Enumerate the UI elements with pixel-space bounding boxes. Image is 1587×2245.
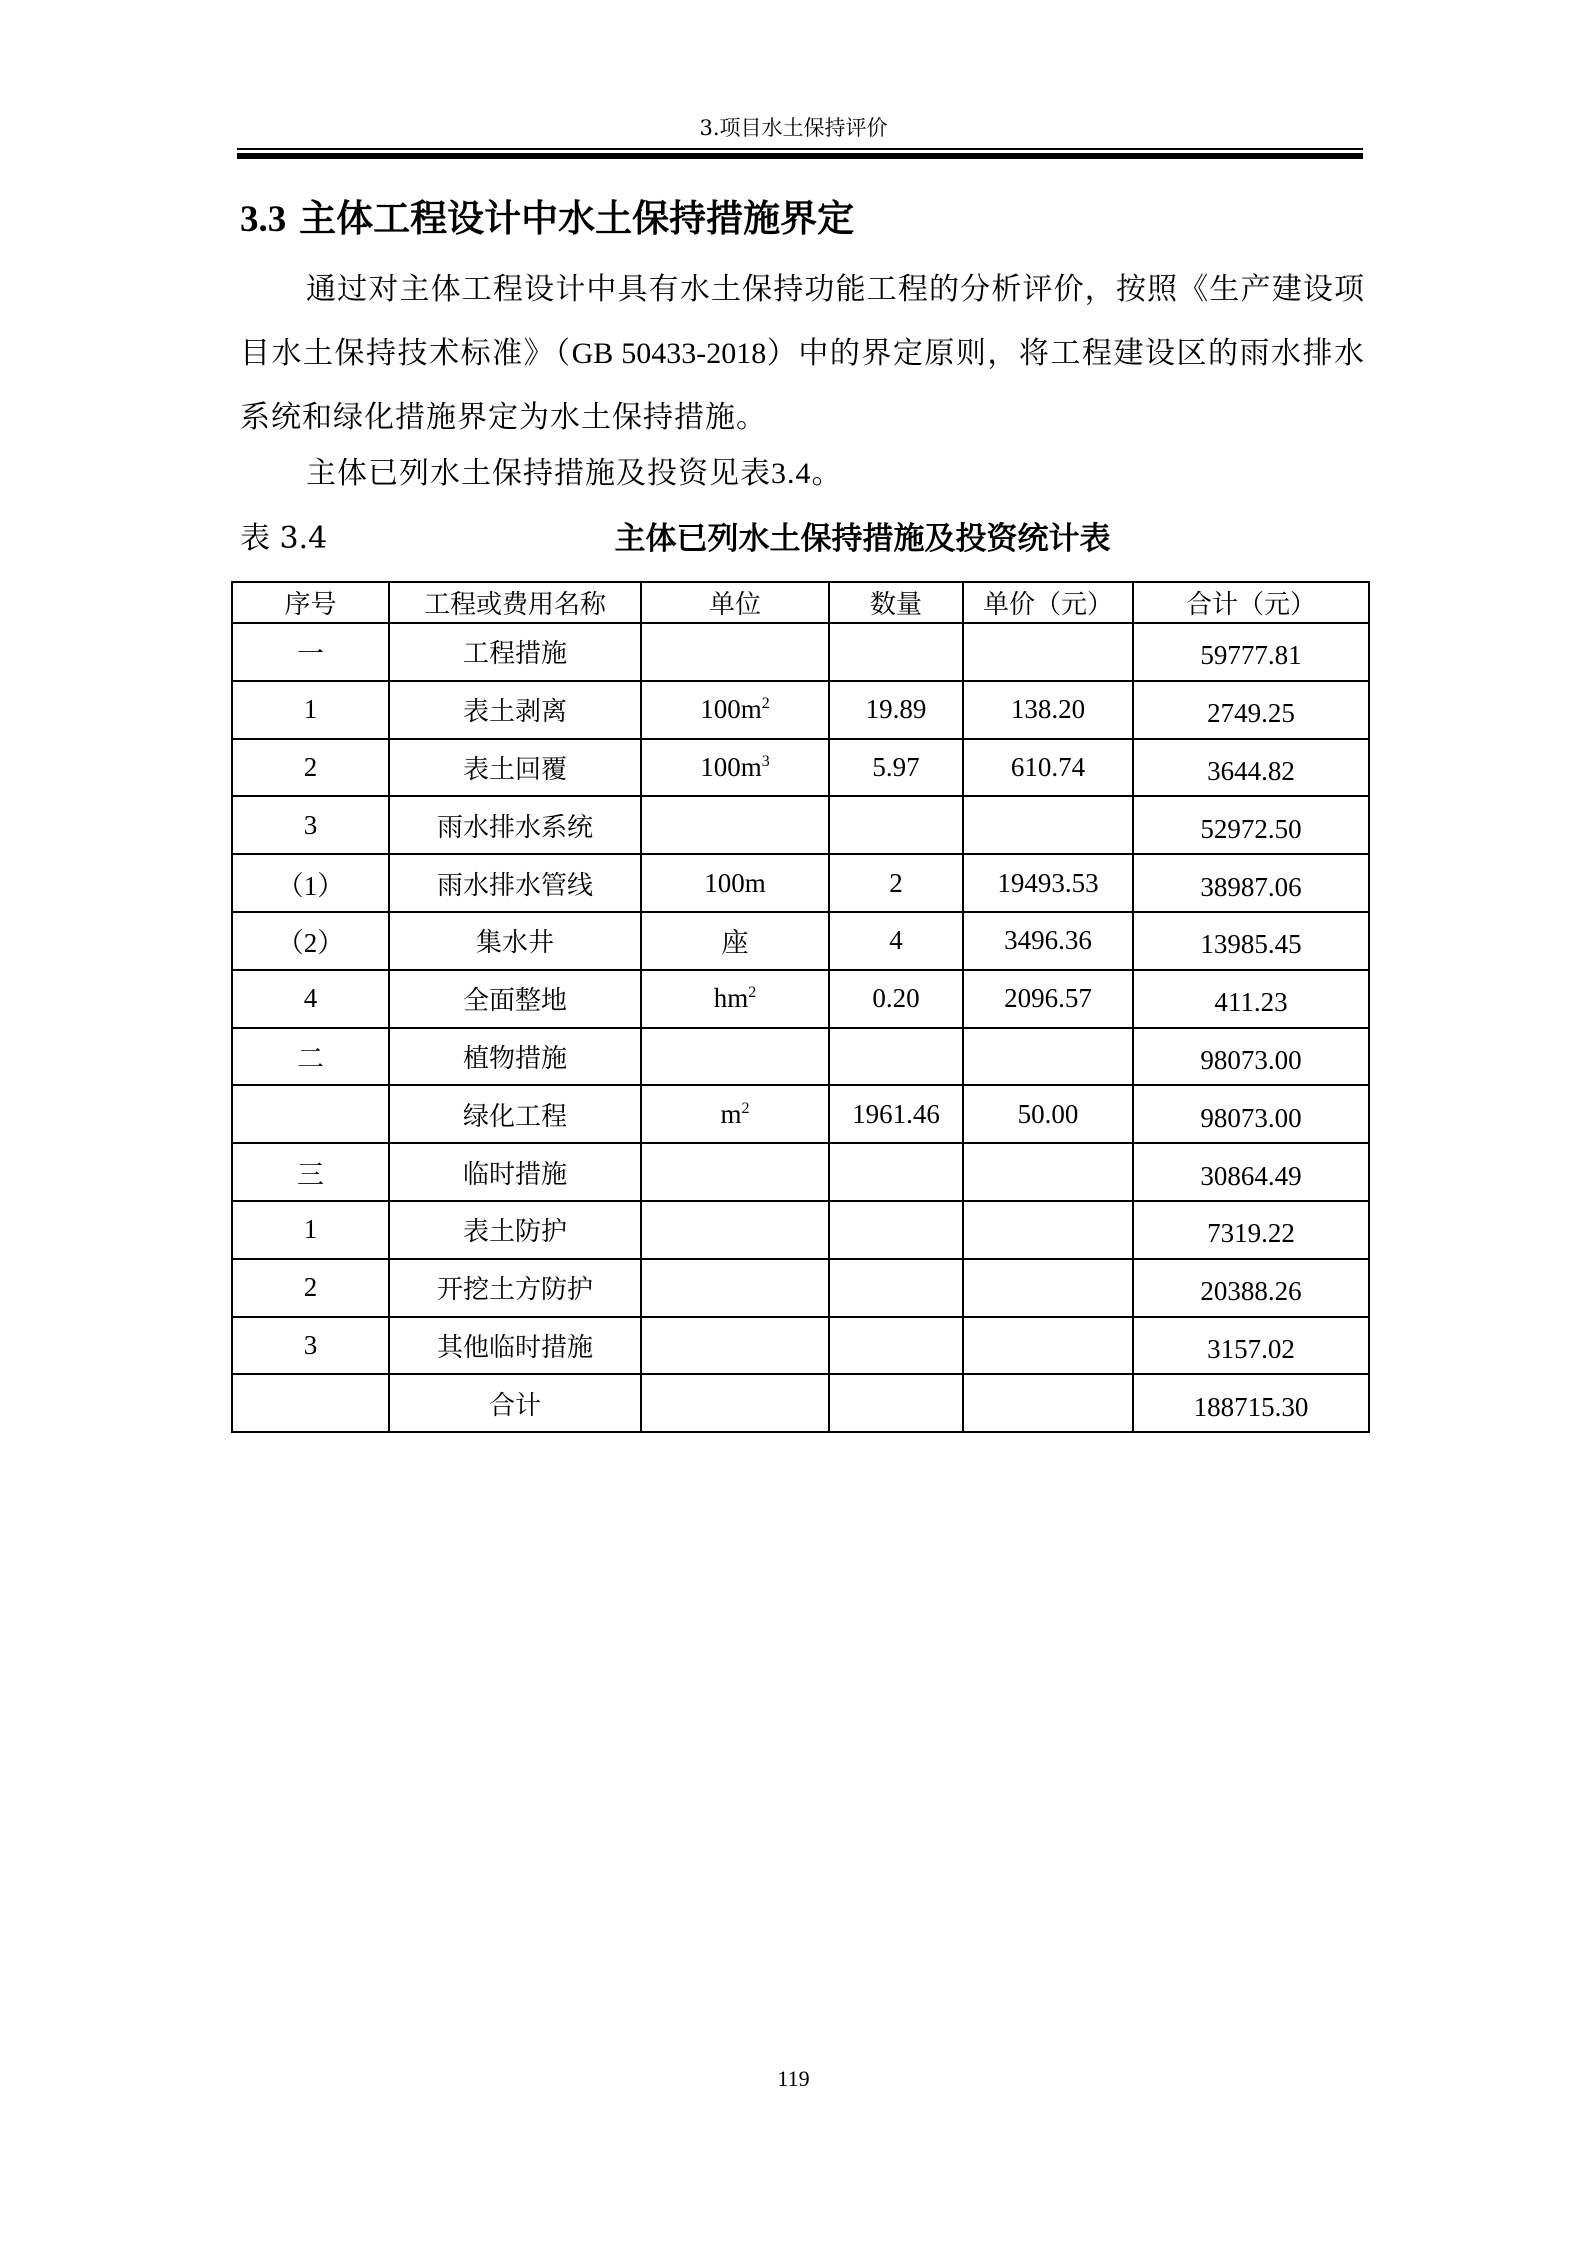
cell-name: 表土剥离 — [389, 681, 641, 739]
cell-unit — [641, 854, 829, 912]
cell-unit — [641, 912, 829, 970]
cell-seq: 2 — [232, 739, 389, 797]
table-row — [232, 854, 1369, 912]
paragraph-2-text-a: 主体已列水土保持措施及投资见表 — [306, 456, 771, 491]
cell-qty — [829, 1028, 963, 1086]
cell-name: 其他临时措施 — [389, 1317, 641, 1375]
cell-total: 30864.49 — [1133, 1143, 1369, 1201]
cell-name: 集水井 — [389, 912, 641, 970]
header-seq: 序号 — [232, 582, 389, 623]
cell-price — [963, 796, 1133, 854]
cell-unit — [641, 1143, 829, 1201]
unit-base: 100m — [704, 867, 766, 898]
cell-unit — [641, 1374, 829, 1432]
cell-qty: 4 — [829, 912, 963, 970]
cell-name: 植物措施 — [389, 1028, 641, 1086]
cell-total: 52972.50 — [1133, 796, 1369, 854]
cell-price: 3496.36 — [963, 912, 1133, 970]
cell-name: 雨水排水系统 — [389, 796, 641, 854]
header-rule-thin — [237, 148, 1363, 150]
section-heading — [240, 190, 854, 248]
cell-qty: 19.89 — [829, 681, 963, 739]
unit-exponent: 3 — [761, 752, 770, 770]
cell-price — [963, 1201, 1133, 1259]
cell-name: 表土防护 — [389, 1201, 641, 1259]
cell-unit — [641, 623, 829, 681]
cell-qty: 1961.46 — [829, 1085, 963, 1143]
table-caption-title: 主体已列水土保持措施及投资统计表 — [614, 521, 1111, 557]
table-row — [232, 1028, 1369, 1086]
cell-name: 工程措施 — [389, 623, 641, 681]
table-row — [232, 739, 1369, 797]
cell-unit — [641, 1085, 829, 1143]
page-number: 119 — [777, 2066, 810, 2091]
cell-seq: 3 — [232, 1317, 389, 1375]
table-row — [232, 1201, 1369, 1259]
section-title: 主体工程设计中水土保持措施界定 — [299, 196, 855, 240]
table-row — [232, 1317, 1369, 1375]
table-row — [232, 623, 1369, 681]
cell-unit — [641, 1317, 829, 1375]
cell-total: 411.23 — [1133, 970, 1369, 1028]
cell-seq: （2） — [232, 912, 389, 970]
cell-price — [963, 623, 1133, 681]
unit-exponent: 2 — [748, 984, 757, 1002]
cell-name: 全面整地 — [389, 970, 641, 1028]
cell-seq: 一 — [232, 623, 389, 681]
cell-qty — [829, 1201, 963, 1259]
cell-qty: 2 — [829, 854, 963, 912]
cell-name: 临时措施 — [389, 1143, 641, 1201]
cell-price: 19493.53 — [963, 854, 1133, 912]
paragraph-1-text-a: 通过对主体工程设计中具有水土保持功能工程的分析评价，按照《生产建设项目水土保持技术标准》（ — [240, 272, 1365, 371]
cell-seq: 1 — [232, 681, 389, 739]
cell-qty — [829, 796, 963, 854]
table-row — [232, 1374, 1369, 1432]
cell-name: 表土回覆 — [389, 739, 641, 797]
cell-unit — [641, 681, 829, 739]
cell-total: 20388.26 — [1133, 1259, 1369, 1317]
cell-name: 雨水排水管线 — [389, 854, 641, 912]
cell-price: 138.20 — [963, 681, 1133, 739]
cell-price: 610.74 — [963, 739, 1133, 797]
cell-seq: 3 — [232, 796, 389, 854]
cell-name: 绿化工程 — [389, 1085, 641, 1143]
cell-total: 188715.30 — [1133, 1374, 1369, 1432]
cell-unit — [641, 739, 829, 797]
cell-seq: 二 — [232, 1028, 389, 1086]
paragraph-2 — [240, 450, 843, 498]
unit-base: 100m — [700, 751, 762, 782]
cell-total: 98073.00 — [1133, 1028, 1369, 1086]
cell-price — [963, 1143, 1133, 1201]
unit-exponent: 2 — [761, 695, 770, 713]
header-name: 工程或费用名称 — [389, 582, 641, 623]
cell-name: 合计 — [389, 1374, 641, 1432]
cell-seq: （1） — [232, 854, 389, 912]
cell-seq: 1 — [232, 1201, 389, 1259]
cell-price: 50.00 — [963, 1085, 1133, 1143]
cell-qty — [829, 1317, 963, 1375]
paragraph-1 — [240, 258, 1365, 450]
cell-unit — [641, 970, 829, 1028]
cell-total: 13985.45 — [1133, 912, 1369, 970]
table-row — [232, 1143, 1369, 1201]
cell-name: 开挖土方防护 — [389, 1259, 641, 1317]
table-row — [232, 796, 1369, 854]
table-body — [232, 623, 1369, 1432]
table-reference: 3.4 — [771, 457, 812, 490]
table-row — [232, 1085, 1369, 1143]
table-row — [232, 970, 1369, 1028]
table-caption-number: 表 3.4 — [240, 521, 328, 556]
paragraph-2-text-b: 。 — [811, 456, 843, 491]
cell-unit — [641, 796, 829, 854]
cell-total: 3644.82 — [1133, 739, 1369, 797]
cell-price — [963, 1259, 1133, 1317]
header-rule-thick — [237, 153, 1363, 159]
cell-total: 2749.25 — [1133, 681, 1369, 739]
table-row — [232, 912, 1369, 970]
cell-qty — [829, 1374, 963, 1432]
cell-seq: 2 — [232, 1259, 389, 1317]
cell-total: 59777.81 — [1133, 623, 1369, 681]
table-header-row — [232, 582, 1369, 623]
cell-total: 38987.06 — [1133, 854, 1369, 912]
standard-code: GB 50433-2018 — [571, 337, 767, 370]
cell-unit — [641, 1201, 829, 1259]
section-number: 3.3 — [240, 199, 287, 240]
cell-seq: 4 — [232, 970, 389, 1028]
unit-base: 100m — [700, 694, 762, 725]
unit-base: m — [720, 1098, 742, 1129]
cell-qty: 5.97 — [829, 739, 963, 797]
running-header: 3.项目水土保持评价 — [699, 116, 888, 140]
table-row — [232, 1259, 1369, 1317]
cell-seq — [232, 1374, 389, 1432]
header-qty: 数量 — [829, 582, 963, 623]
cell-unit — [641, 1028, 829, 1086]
cell-qty — [829, 1143, 963, 1201]
header-total: 合计（元） — [1133, 582, 1369, 623]
cell-total: 3157.02 — [1133, 1317, 1369, 1375]
header-price: 单价（元） — [963, 582, 1133, 623]
cell-total: 98073.00 — [1133, 1085, 1369, 1143]
cell-unit — [641, 1259, 829, 1317]
cell-seq: 三 — [232, 1143, 389, 1201]
unit-base: hm — [713, 983, 749, 1014]
measures-investment-table — [231, 581, 1370, 1433]
table-row — [232, 681, 1369, 739]
cell-price — [963, 1374, 1133, 1432]
cell-qty: 0.20 — [829, 970, 963, 1028]
cell-total: 7319.22 — [1133, 1201, 1369, 1259]
cell-price — [963, 1317, 1133, 1375]
cell-price: 2096.57 — [963, 970, 1133, 1028]
cell-qty — [829, 623, 963, 681]
unit-exponent: 2 — [741, 1099, 750, 1117]
cell-qty — [829, 1259, 963, 1317]
cell-seq — [232, 1085, 389, 1143]
unit-base: 座 — [721, 928, 749, 959]
header-unit: 单位 — [641, 582, 829, 623]
paragraph-1-text-b: ）中的界定原则，将工程建设区的雨水排水系统和绿化措施界定为水土保持措施。 — [240, 336, 1366, 435]
cell-price — [963, 1028, 1133, 1086]
